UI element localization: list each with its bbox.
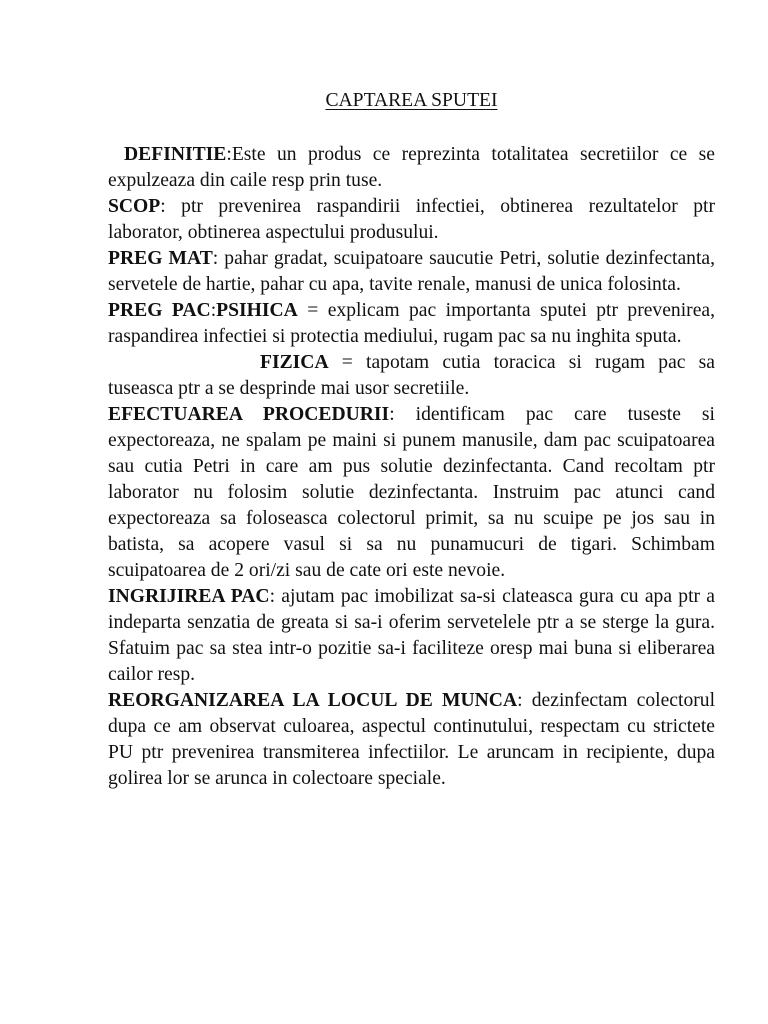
section-separator: :	[210, 300, 217, 321]
document-page	[108, 88, 715, 792]
section-label: DEFINITIE	[124, 144, 227, 165]
section-preg-pac	[108, 298, 715, 350]
section-label: FIZICA	[260, 352, 329, 373]
section-text: ptr prevenirea raspandirii infectiei, obtinerea rezultatelor ptr laborator, obtinerea aspectului produsului.	[108, 196, 715, 243]
section-reorganizarea	[108, 688, 715, 792]
section-scop	[108, 194, 715, 246]
section-separator: :	[517, 690, 532, 711]
section-ingrijirea-pac	[108, 584, 715, 688]
section-efectuarea-procedurii	[108, 402, 715, 584]
section-separator: :	[212, 248, 225, 269]
section-separator: :	[226, 144, 232, 165]
section-preg-mat	[108, 246, 715, 298]
document-title: CAPTAREA SPUTEI	[325, 90, 498, 111]
section-label: PREG MAT	[108, 248, 213, 269]
section-sublabel: PSIHICA	[216, 300, 298, 321]
section-text: Este un produs ce reprezinta totalitatea secretiilor ce se expulzeaza din caile resp prin tuse.	[108, 144, 715, 191]
section-text: dezinfectam colectorul dupa ce am observat culoarea, aspectul continutului, respectam cu strictete PU ptr prevenirea transmiterea infectiilor. Le aruncam in recipiente, dupa golirea lor se arunca in colectoare speciale.	[108, 690, 716, 789]
section-fizica	[108, 350, 715, 402]
section-definitie	[108, 142, 715, 194]
section-separator: :	[160, 196, 182, 217]
section-label: SCOP	[108, 196, 161, 217]
section-text: = explicam pac importanta sputei ptr prevenirea, raspandirea infectiei si protectia mediului, rugam pac sa nu inghita sputa.	[108, 300, 715, 347]
section-label: PREG PAC	[108, 300, 211, 321]
section-text: ajutam pac imobilizat sa-si clateasca gura cu apa ptr a indeparta senzatia de greata si sa-i oferim servetelele ptr a se sterge la gura. Sfatuim pac sa stea intr-o pozitie sa-i faciliteze oresp mai buna si eliberarea cailor resp.	[108, 586, 715, 685]
section-label: EFECTUAREA PROCEDURII	[108, 404, 390, 425]
section-text: = tapotam cutia toracica si rugam pac sa tuseasca ptr a se desprinde mai usor secretiile.	[108, 352, 715, 399]
section-text: pahar gradat, scuipatoare saucutie Petri, solutie dezinfectanta, servetele de hartie, pahar cu apa, tavite renale, manusi de unica folosinta.	[108, 248, 715, 295]
section-label: REORGANIZAREA LA LOCUL DE MUNCA	[108, 690, 518, 711]
section-label: INGRIJIREA PAC	[108, 586, 270, 607]
section-separator: :	[269, 586, 282, 607]
section-text: identificam pac care tuseste si expectoreaza, ne spalam pe maini si punem manusile, dam pac scuipatoarea sau cutia Petri in care am pus solutie dezinfectanta. Cand recoltam ptr laborator nu folosim solutie dezinfectanta. Instruim pac atunci cand expectoreaza sa foloseasca colectorul primit, sa nu scuipe pe jos sau in batista, sa acopere vasul si sa nu punamucuri de tigari. Schimbam scuipatoarea de 2 ori/zi sau de cate ori este nevoie.	[108, 404, 715, 581]
section-separator: :	[389, 404, 416, 425]
